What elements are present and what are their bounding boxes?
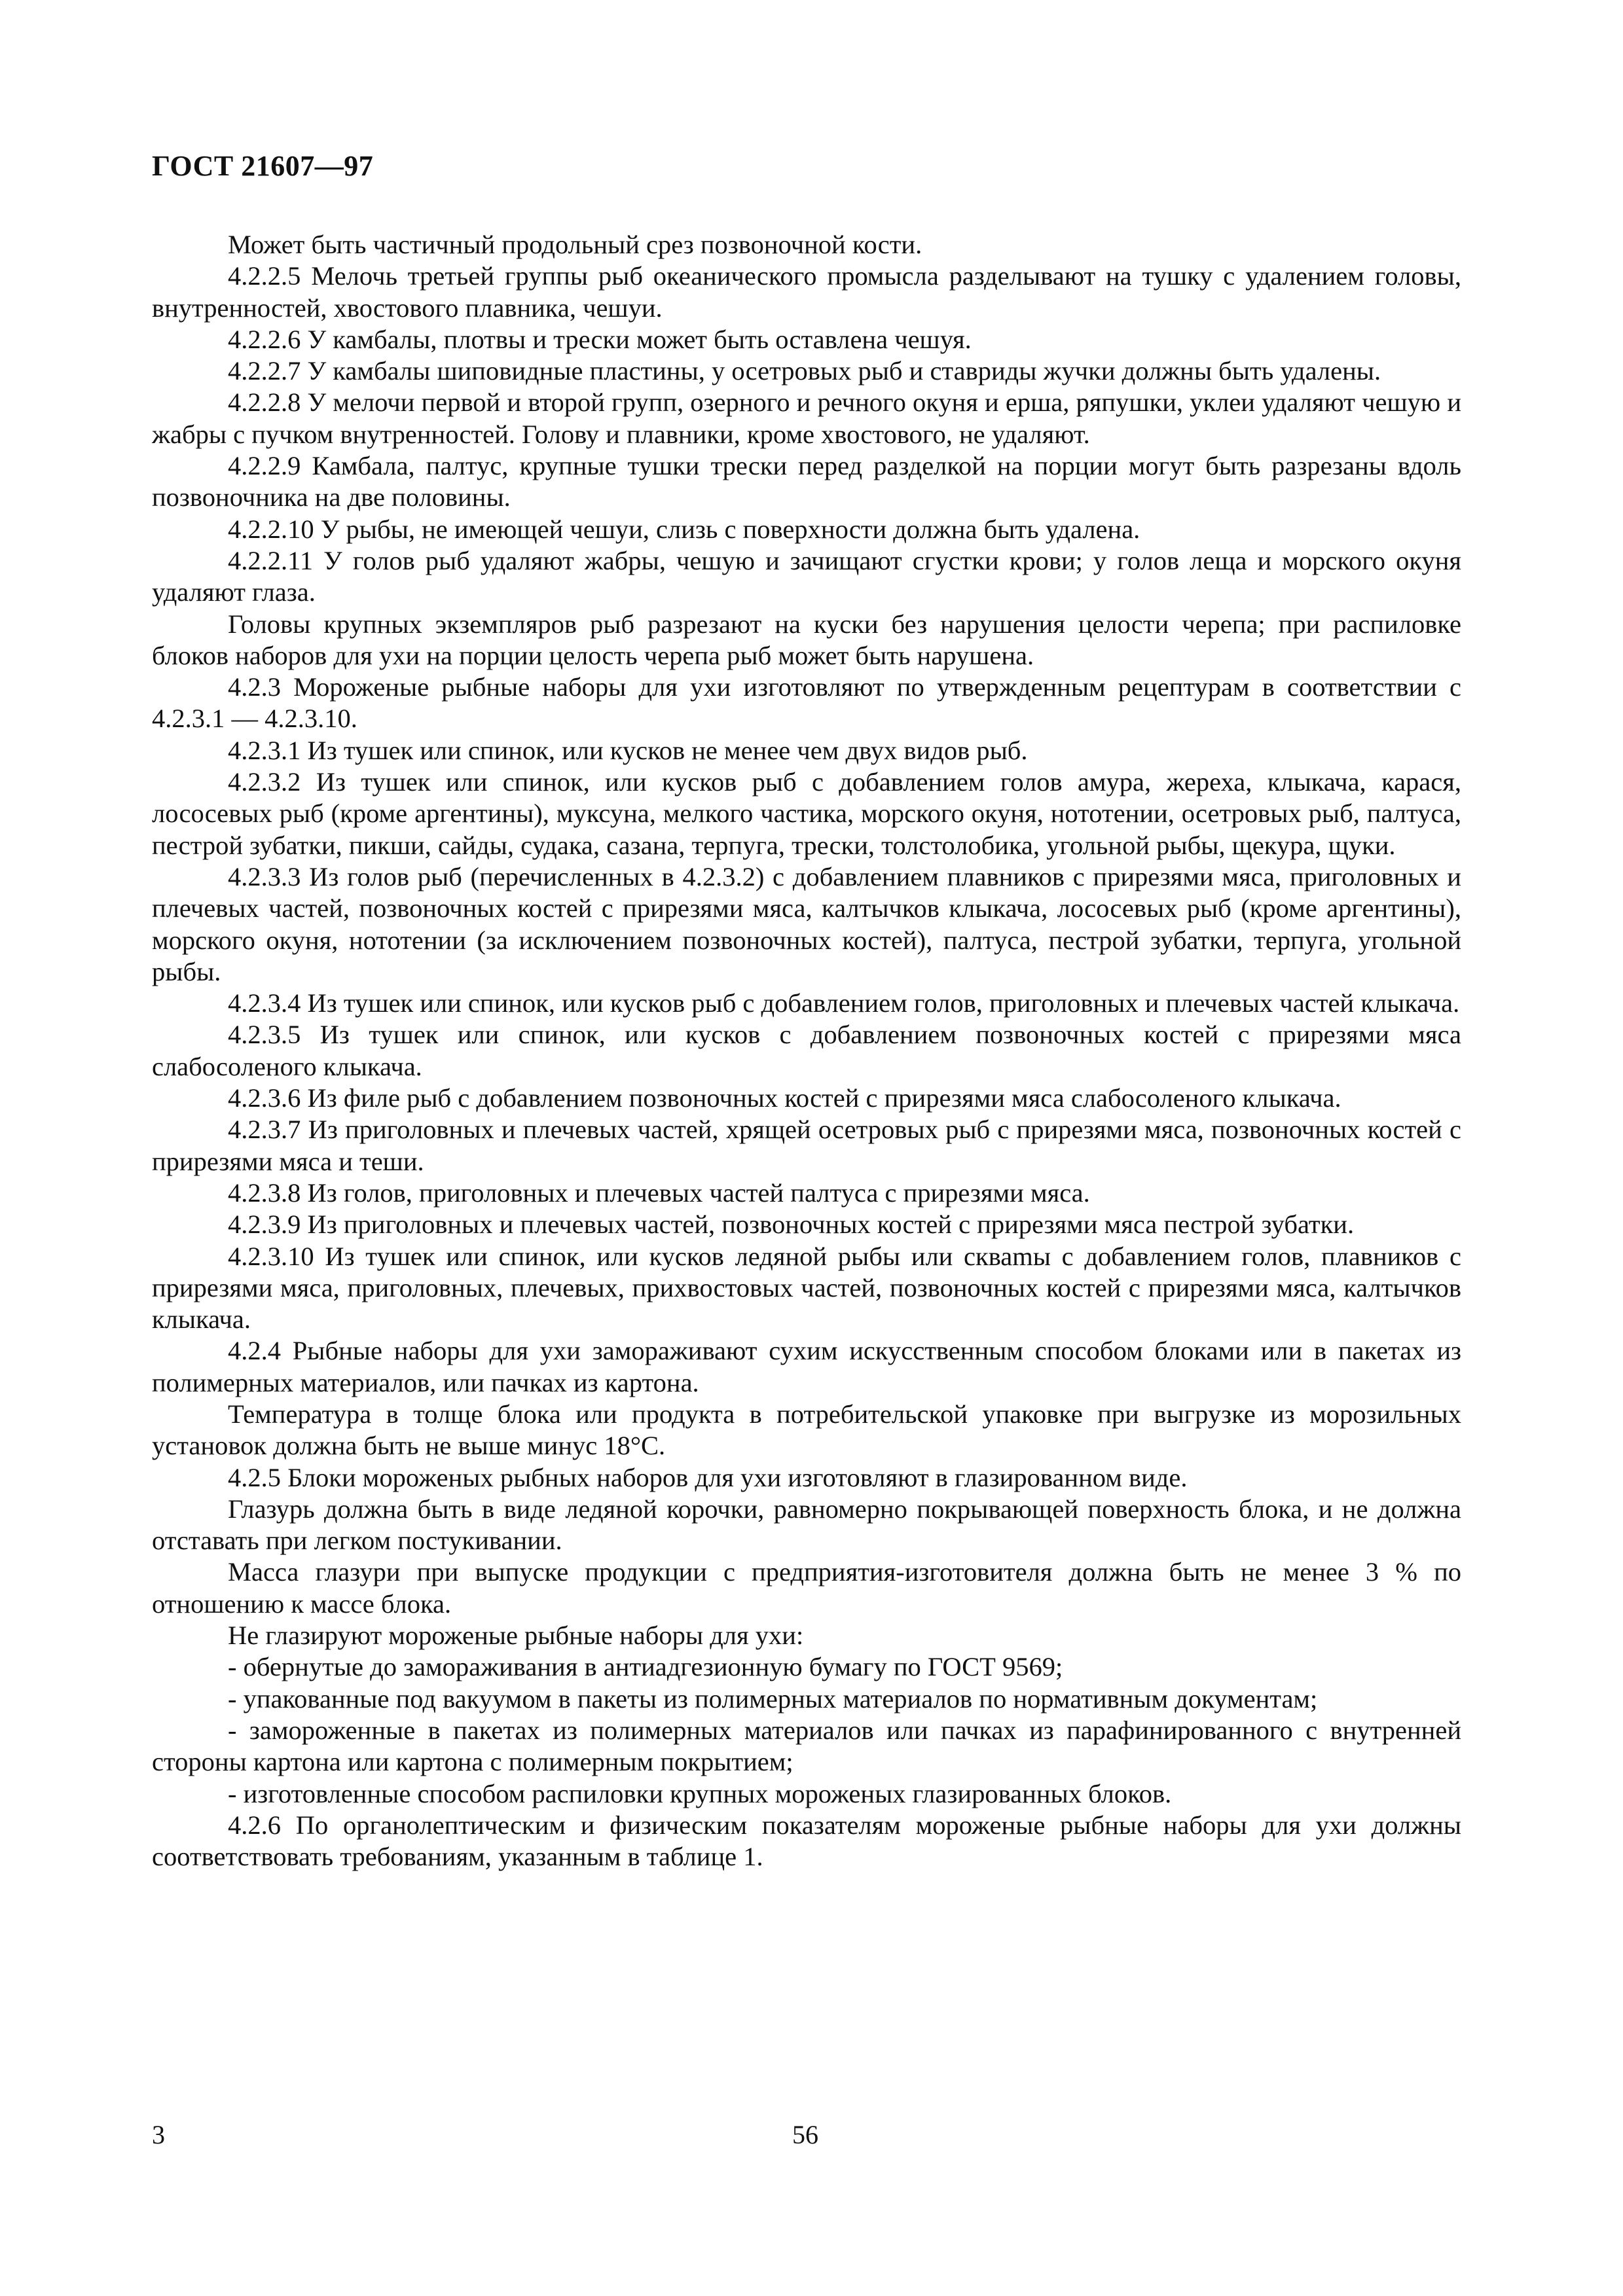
document-body (152, 229, 1461, 1873)
body-paragraph: 4.2.2.5 Мелочь третьей группы рыб океанического промысла разделывают на тушку с удалением головы, внутренностей, хвостового плавника, чешуи. (152, 261, 1461, 323)
body-paragraph: 4.2.3.10 Из тушек или спинок, или кусков ледяной рыбы или скваmы с добавлением голов, плавников с прирезями мяса, приголовных, плечевых, прихвостовых частей, позвоночных костей с прирезями мяса, калтычков клыкача. (152, 1241, 1461, 1335)
body-paragraph: 4.2.2.10 У рыбы, не имеющей чешуи, слизь с поверхности должна быть удалена. (228, 514, 1140, 544)
body-paragraph: Температура в толще блока или продукта в потребительской упаковке при выгрузке из морозильных установок должна быть не выше минус 18°С. (152, 1399, 1461, 1461)
body-paragraph: - обернутые до замораживания в антиадгезионную бумагу по ГОСТ 9569; (228, 1652, 1063, 1682)
body-paragraph: 4.2.2.11 У голов рыб удаляют жабры, чешую и зачищают сгустки крови; у голов леща и морского окуня удаляют глаза. (152, 545, 1461, 607)
body-paragraph: 4.2.3.8 Из голов, приголовных и плечевых частей палтуса с прирезями мяса. (228, 1177, 1090, 1208)
body-paragraph: Может быть частичный продольный срез позвоночной кости. (228, 230, 922, 259)
body-paragraph: 4.2.2.8 У мелочи первой и второй групп, озерного и речного окуня и ерша, ряпушки, уклеи удаляют чешую и жабры с пучком внутренностей. Голову и плавники, кроме хвостового, не удаляют. (152, 387, 1461, 449)
body-paragraph: 4.2.3.1 Из тушек или спинок, или кусков не менее чем двух видов рыб. (228, 735, 1028, 765)
body-paragraph: 4.2.3.9 Из приголовных и плечевых частей, позвоночных костей с прирезями мяса пестрой зубатки. (228, 1210, 1355, 1240)
body-paragraph: - изготовленные способом распиловки крупных мороженых глазированных блоков. (228, 1778, 1172, 1808)
body-paragraph: 4.2.2.9 Камбала, палтус, крупные тушки трески перед разделкой на порции могут быть разрезаны вдоль позвоночника на две половины. (152, 451, 1461, 512)
body-paragraph: - замороженные в пакетах из полимерных материалов или пачках из парафинированного с внутренней стороны картона или картона с полимерным покрытием; (152, 1715, 1461, 1777)
body-paragraph: 4.2.2.6 У камбалы, плотвы и трески может быть оставлена чешуя. (228, 324, 972, 354)
body-paragraph: 4.2.4 Рыбные наборы для ухи замораживают сухим искусственным способом блоками или в пакетах из полимерных материалов, или пачках из картона. (152, 1336, 1461, 1397)
body-paragraph: Головы крупных экземпляров рыб разрезают на куски без нарушения целости черепа; при распиловке блоков наборов для ухи на порции целость черепа рыб может быть нарушена. (152, 609, 1461, 670)
body-paragraph: 4.2.3.3 Из голов рыб (перечисленных в 4.2.3.2) с добавлением плавников с прирезями мяса, приголовных и плечевых частей, позвоночных костей с прирезями мяса, калтычков клыкача, лососевых рыб (кроме аргентины), морского окуня, нототении (за исключением позвоночных костей), палтуса, пестрой зубатки, терпуга, угольной рыбы. (152, 861, 1461, 986)
page-number-left: 3 (152, 2120, 165, 2149)
body-paragraph: 4.2.6 По органолептическим и физическим показателям мороженые рыбные наборы для ухи должны соответствовать требованиям, указанным в таблице 1. (152, 1810, 1461, 1872)
body-paragraph: 4.2.3 Мороженые рыбные наборы для ухи изготовляют по утвержденным рецептурам в соответствии с 4.2.3.1 — 4.2.3.10. (152, 672, 1461, 734)
document-code-header: ГОСТ 21607—97 (152, 150, 374, 182)
body-paragraph: 4.2.3.7 Из приголовных и плечевых частей, хрящей осетровых рыб с прирезями мяса, позвоночных костей с прирезями мяса и теши. (152, 1115, 1461, 1176)
body-paragraph: 4.2.3.6 Из филе рыб с добавлением позвоночных костей с прирезями мяса слабосоленого клыкача. (228, 1083, 1341, 1113)
body-paragraph: 4.2.3.4 Из тушек или спинок, или кусков рыб с добавлением голов, приголовных и плечевых частей клыкача. (228, 988, 1460, 1018)
body-paragraph: 4.2.3.2 Из тушек или спинок, или кусков рыб с добавлением голов амура, жереха, клыкача, карася, лососевых рыб (кроме аргентины), муксуна, мелкого частика, морского окуня, нототении, осетровых рыб, палтуса, пестрой зубатки, пикши, сайды, судака, сазана, терпуга, трески, толстолобика, угольной рыбы, щекура, щуки. (152, 767, 1461, 860)
body-paragraph: Глазурь должна быть в виде ледяной корочки, равномерно покрывающей поверхность блока, и не должна отставать при легком постукивании. (152, 1494, 1461, 1556)
body-paragraph: 4.2.3.5 Из тушек или спинок, или кусков с добавлением позвоночных костей с прирезями мяса слабосоленого клыкача. (152, 1020, 1461, 1081)
body-paragraph: - упакованные под вакуумом в пакеты из полимерных материалов по нормативным документам; (228, 1683, 1318, 1713)
body-paragraph: Не глазируют мороженые рыбные наборы для ухи: (228, 1621, 804, 1651)
page-number-center: 56 (792, 2120, 818, 2149)
body-paragraph: 4.2.5 Блоки мороженых рыбных наборов для ухи изготовляют в глазированном виде. (228, 1462, 1188, 1492)
body-paragraph: 4.2.2.7 У камбалы шиповидные пластины, у осетровых рыб и ставриды жучки должны быть удалены. (228, 356, 1381, 386)
body-paragraph: Масса глазури при выпуске продукции с предприятия-изготовителя должна быть не менее 3 % по отношению к массе блока. (152, 1557, 1461, 1619)
